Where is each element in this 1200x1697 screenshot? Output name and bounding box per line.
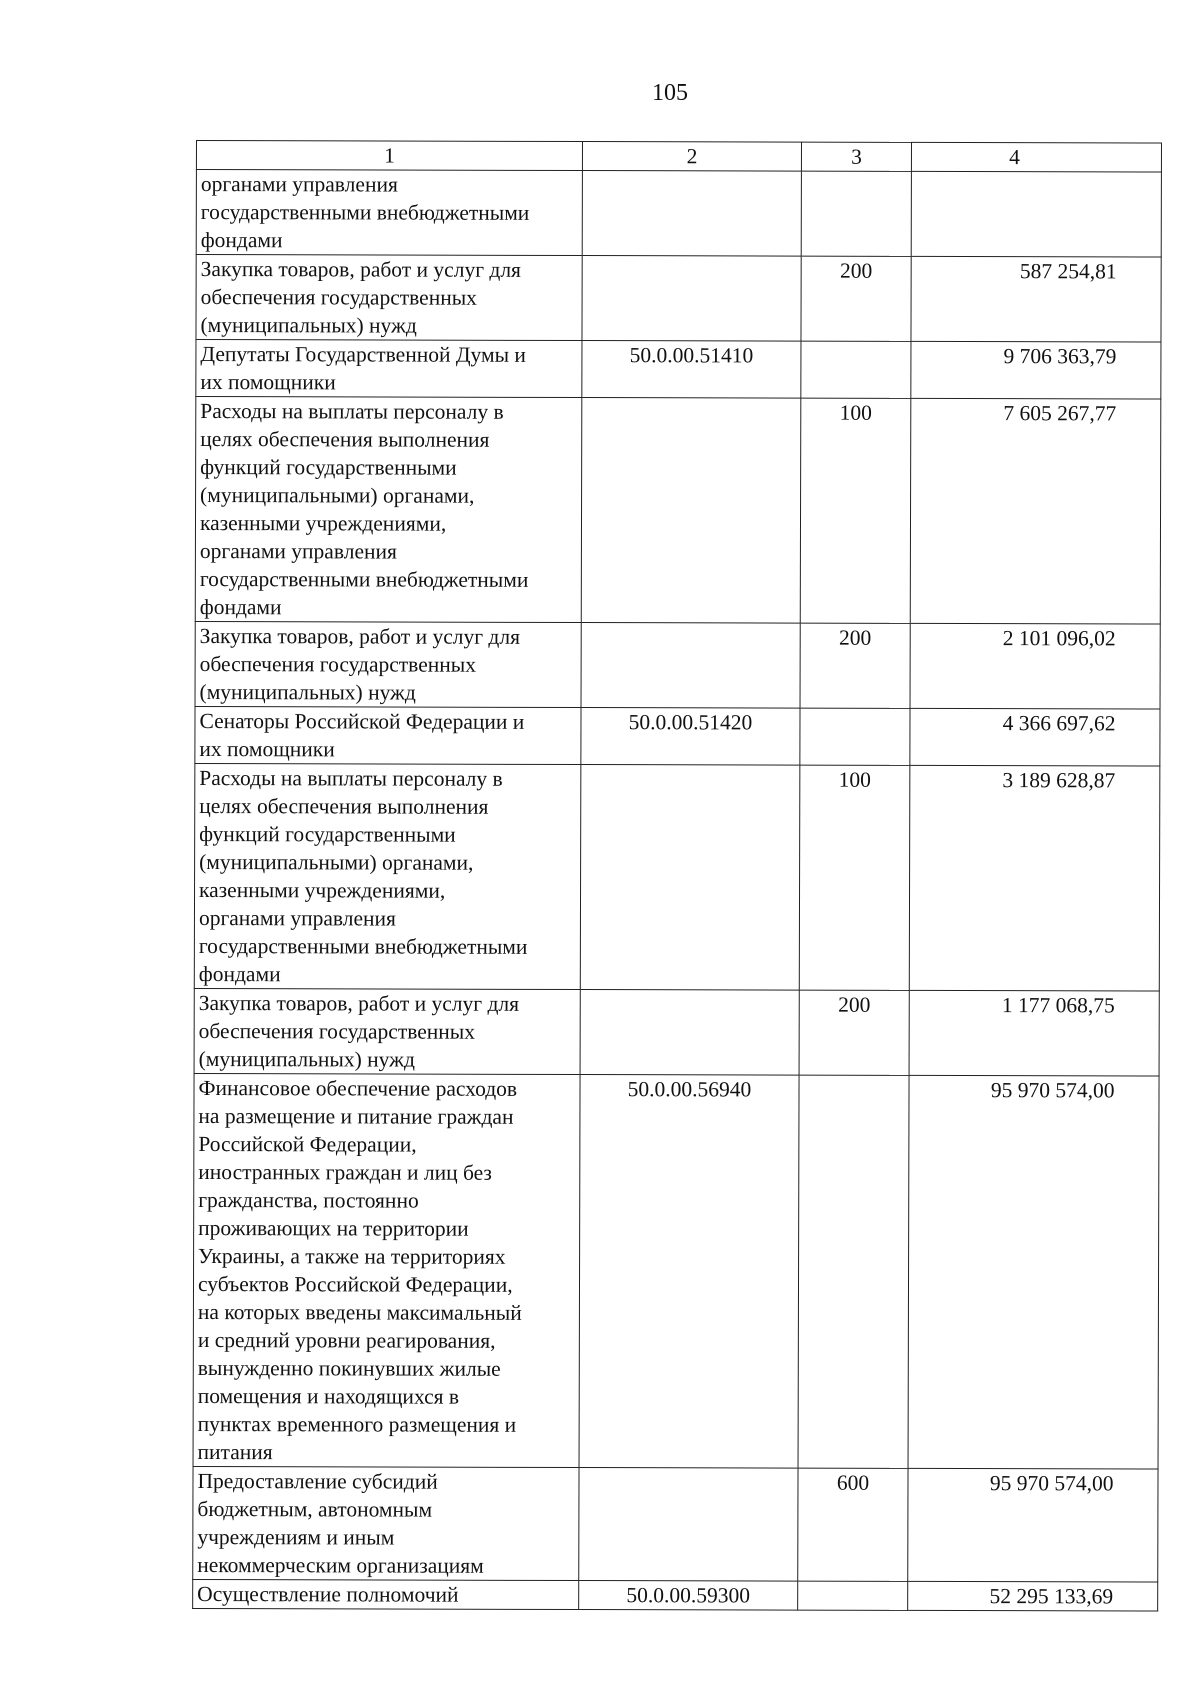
row-description: Закупка товаров, работ и услуг для обеспечения государственных (муниципальных) нужд [196,255,582,341]
row-description: Депутаты Государственной Думы и их помощники [196,340,582,398]
row-expense-type [798,1075,909,1468]
row-amount: 7 605 267,77 [910,398,1161,624]
table-row [195,706,1160,766]
row-code [581,623,800,709]
table-header-row [196,141,1161,173]
row-amount: 95 970 574,00 [908,1468,1158,1582]
table-row [193,1579,1158,1611]
column-header-2: 2 [582,142,801,172]
row-description: Финансовое обеспечение расходов на размещение и питание граждан Российской Федерации, иностранных граждан и лиц без гражданства, постоянно проживающих на территории Украины, а также на территориях субъектов Российской Федерации, на которых введены максимальный и средний уровни реагирования, вынужденно покинувших жилые помещения и находящихся в пунктах временного размещения и питания [193,1073,580,1467]
row-expense-type [801,341,911,398]
table-row [194,988,1159,1076]
page-number: 105 [652,80,688,106]
row-code [580,990,799,1076]
row-expense-type: 200 [801,256,911,341]
table-row [194,763,1160,991]
row-expense-type [798,1581,908,1610]
row-description: Сенаторы Российской Федерации и их помощники [195,706,581,764]
row-code [582,171,801,257]
row-code [580,765,800,991]
column-header-4: 4 [911,142,1161,172]
row-expense-type [801,171,911,256]
row-description: Предоставление субсидий бюджетным, автономным учреждениям и иным некоммерческим организациям [193,1466,579,1580]
row-amount [911,171,1161,257]
table-row [196,340,1161,400]
table-body [193,170,1162,1612]
row-amount: 3 189 628,87 [909,765,1160,991]
row-description: Осуществление полномочий [193,1579,579,1609]
row-description: Закупка товаров, работ и услуг для обеспечения государственных (муниципальных) нужд [194,988,580,1074]
row-code: 50.0.00.59300 [579,1581,798,1611]
table-row [193,1073,1159,1469]
row-description: органами управления государственными внебюджетными фондами [196,170,582,256]
table-row [196,170,1161,258]
row-description: Расходы на выплаты персоналу в целях обеспечения выполнения функций государственными (муниципальными) органами, казенными учреждениями, органами управления государственными внебюджетными фондами [194,763,581,989]
row-amount: 52 295 133,69 [908,1581,1158,1611]
row-amount: 4 366 697,62 [910,708,1160,766]
row-expense-type [800,708,910,765]
column-header-3: 3 [801,142,911,171]
row-amount: 587 254,81 [911,256,1161,342]
budget-table [192,140,1162,1612]
row-amount: 95 970 574,00 [908,1075,1159,1469]
row-expense-type: 600 [798,1468,908,1581]
row-code [582,256,801,342]
column-header-1: 1 [196,141,582,171]
row-amount: 2 101 096,02 [910,623,1160,709]
row-amount: 1 177 068,75 [909,990,1159,1076]
row-expense-type: 100 [799,765,910,990]
row-code: 50.0.00.56940 [579,1075,799,1469]
table-row [195,397,1161,625]
row-expense-type: 200 [800,623,910,708]
row-code: 50.0.00.51420 [581,708,800,766]
row-amount: 9 706 363,79 [911,341,1161,399]
row-description: Закупка товаров, работ и услуг для обеспечения государственных (муниципальных) нужд [195,621,581,707]
table-row [195,621,1160,709]
table-row [196,255,1161,343]
row-code [581,398,801,624]
row-expense-type: 100 [800,398,911,623]
row-code [579,1468,798,1582]
table-row [193,1466,1158,1582]
row-code: 50.0.00.51410 [582,341,801,399]
row-description: Расходы на выплаты персоналу в целях обеспечения выполнения функций государственными (муниципальными) органами, казенными учреждениями, органами управления государственными внебюджетными фондами [195,397,582,623]
row-expense-type: 200 [799,990,909,1075]
